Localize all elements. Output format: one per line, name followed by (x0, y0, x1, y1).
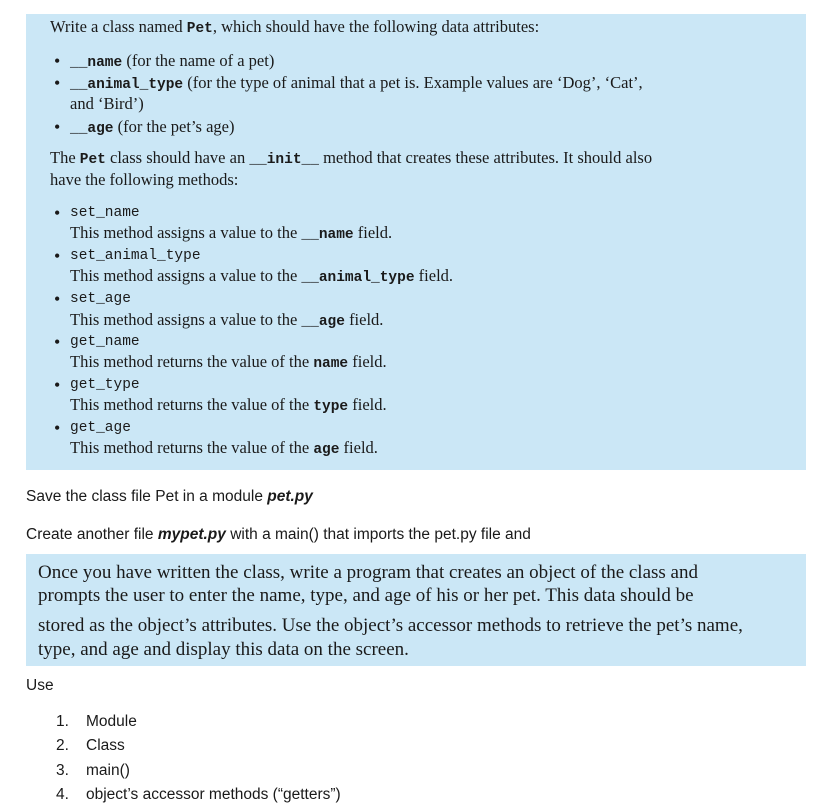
method-desc-text: This method returns the value of the (70, 395, 314, 414)
attribute-code: __name (70, 55, 123, 71)
method-desc-code: name (313, 356, 349, 372)
attribute-desc: (for the pet’s age) (113, 117, 235, 136)
list-number: 3. (56, 762, 69, 779)
attribute-code: __animal_type (70, 77, 184, 93)
program-spec-line: Once you have written the class, write a program that creates an object of the class and (38, 562, 698, 583)
attribute-item (70, 51, 274, 73)
method-name: set_animal_type (70, 248, 201, 264)
para-text: class should have an (105, 148, 250, 167)
method-desc-text: This method assigns a value to the (70, 310, 302, 329)
attribute-item (70, 117, 234, 139)
method-desc (70, 438, 378, 460)
bullet-icon: • (54, 51, 61, 71)
init-paragraph (50, 148, 652, 170)
bullet-icon: • (54, 375, 61, 395)
method-desc-code: __age (301, 314, 345, 330)
method-desc-code: type (313, 399, 349, 415)
method-desc-code: __name (301, 227, 354, 243)
attribute-desc-cont: and ‘Bird’) (70, 94, 144, 113)
list-number: 2. (56, 737, 69, 754)
bullet-icon: • (54, 246, 61, 266)
save-instruction (26, 487, 313, 507)
method-desc-text: field. (348, 352, 387, 371)
attribute-desc: (for the type of animal that a pet is. Example values are ‘Dog’, ‘Cat’, (183, 73, 643, 92)
bullet-icon: • (54, 73, 61, 93)
intro-line (50, 17, 539, 39)
method-desc-text: This method assigns a value to the (70, 223, 302, 242)
method-name: set_name (70, 205, 140, 221)
intro-code: Pet (186, 21, 213, 37)
save-text: Save the class file Pet in a module (26, 488, 268, 505)
method-desc-text: field. (414, 266, 454, 285)
method-desc (70, 395, 387, 417)
list-number: 4. (56, 786, 69, 803)
bullet-icon: • (54, 332, 61, 352)
use-label: Use (26, 677, 54, 694)
create-instruction (26, 525, 531, 545)
list-item: object’s accessor methods (“getters”) (86, 786, 341, 803)
save-filename: pet.py (267, 488, 313, 505)
para-code: __init__ (249, 152, 319, 168)
list-item: Module (86, 713, 137, 730)
bullet-icon: • (54, 203, 61, 223)
attribute-code: __age (70, 121, 114, 137)
method-desc (70, 266, 453, 288)
class-spec-box (26, 14, 806, 470)
method-desc-code: __animal_type (301, 270, 415, 286)
attribute-desc: (for the name of a pet) (122, 51, 275, 70)
intro-text: Write a class named (50, 17, 187, 36)
method-name: set_age (70, 291, 131, 307)
method-desc-code: age (313, 442, 340, 458)
list-number: 1. (56, 713, 69, 730)
method-desc (70, 352, 387, 374)
method-desc-text: This method returns the value of the (70, 438, 314, 457)
intro-text-end: , which should have the following data attributes: (212, 17, 540, 36)
method-name: get_name (70, 334, 140, 350)
program-spec-line: type, and age and display this data on the screen. (38, 639, 409, 660)
bullet-icon: • (54, 289, 61, 309)
bullet-icon: • (54, 418, 61, 438)
attribute-item (70, 73, 643, 95)
method-desc-text: This method returns the value of the (70, 352, 314, 371)
method-desc-text: field. (353, 223, 393, 242)
program-spec-box (26, 554, 806, 666)
create-text-end: with a main() that imports the pet.py file and (225, 526, 531, 543)
program-spec-line: stored as the object’s attributes. Use the object’s accessor methods to retrieve the pet’s name, (38, 615, 743, 636)
method-desc (70, 310, 383, 332)
method-desc-text: field. (344, 310, 384, 329)
program-spec-line: prompts the user to enter the name, type, and age of his or her pet. This data should be (38, 585, 694, 606)
list-item: main() (86, 762, 130, 779)
method-desc-text: field. (348, 395, 387, 414)
method-name: get_type (70, 377, 140, 393)
method-name: get_age (70, 420, 131, 436)
list-item: Class (86, 737, 125, 754)
create-filename: mypet.py (157, 526, 226, 543)
method-desc-text: field. (339, 438, 378, 457)
method-desc-text: This method assigns a value to the (70, 266, 302, 285)
create-text: Create another file (26, 526, 158, 543)
bullet-icon: • (54, 117, 61, 137)
para-code: Pet (79, 152, 106, 168)
para-line2: have the following methods: (50, 170, 239, 189)
para-text: method that creates these attributes. It should also (318, 148, 653, 167)
method-desc (70, 223, 392, 245)
para-text: The (50, 148, 80, 167)
